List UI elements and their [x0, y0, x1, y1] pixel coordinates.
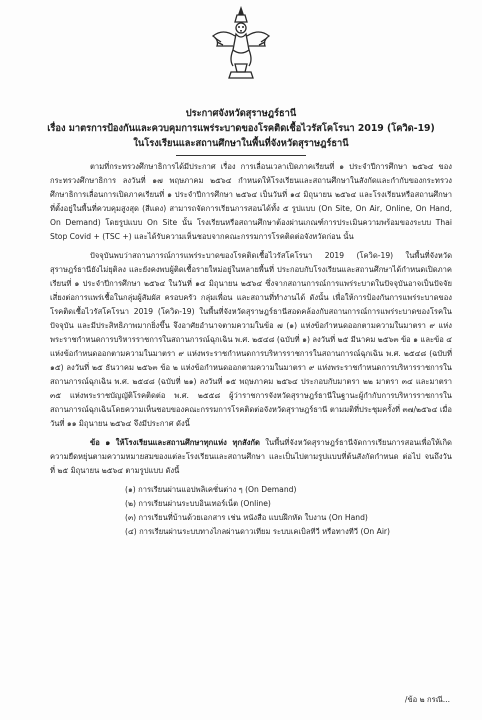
clause-1-text: ในพื้นที่จังหวัดสุราษฎร์ธานีจัดการเรียนการสอนเพื่อให้เกิดความยืดหยุ่นตามความหมายสมของแต่ละโรงเรียนและสถานศึกษา และเป็นไปตามรูปแบบที่ต้นสังกัดกำหนด ต่อไป จนถึงวันที่ ๒๕ มิถุนายน ๒๕๖๔ ตามรูปแบบ ดังนี้ — [50, 438, 452, 475]
continuation-note: /ข้อ ๒ กรณี... — [404, 695, 450, 704]
paragraph-clause-1 — [50, 436, 452, 478]
paragraph-background: ตามที่กระทรวงศึกษาธิการได้มีประกาศ เรื่อง การเลื่อนเวลาเปิดภาคเรียนที่ ๑ ประจำปีการศึกษา ๒๕๖๔ ของกระทรวงศึกษาธิการ ลงวันที่ ๑๗ พฤษภาคม ๒๕๖๔ กำหนดให้โรงเรียนและสถานศึกษาในสังกัดและกำกับของกระทรวงศึกษาธิการเลื่อนการเปิดภาคเรียนที่ ๑ ประจำปีการศึกษา ๒๕๖๔ เป็นวันที่ ๑๔ มิถุนายน ๒๕๖๔ และโรงเรียนหรือสถานศึกษาที่ตั้งอยู่ในพื้นที่ควบคุมสูงสุด (สีแดง) สามารถจัดการเรียนการสอนได้ทั้ง ๕ รูปแบบ (On Site, On Air, Online, On Hand, On Demand) โดยรูปแบบ On Site นั้น โรงเรียนหรือสถานศึกษาต้องผ่านเกณฑ์การประเมินความพร้อมของระบบ Thai Stop Covid + (TSC +) และได้รับความเห็นชอบจากคณะกรรมการโรคติดต่อจังหวัดก่อน นั้น — [50, 162, 452, 241]
announcement-body — [50, 160, 452, 539]
list-item: (๓) การเรียนที่บ้านด้วยเอกสาร เช่น หนังสือ แบบฝึกหัด ใบงาน (On Hand) — [125, 513, 368, 522]
announcement-heading — [40, 106, 442, 151]
list-item: (๔) การเรียนผ่านระบบทางไกลผ่านดาวเทียม ระบบเคเบิลทีวี หรือทางทีวี (On Air) — [125, 527, 391, 536]
announcement-subject-line-1: เรื่อง มาตรการป้องกันและควบคุมการแพร่ระบาดของโรคติดเชื้อไวรัสโคโรนา 2019 (โควิด-19) — [47, 123, 435, 134]
clause-1-heading: ข้อ ๑ ให้โรงเรียนและสถานศึกษาทุกแห่ง ทุกสังกัด — [90, 438, 260, 447]
list-item: (๑) การเรียนผ่านแอปพลิเคชั่นต่าง ๆ (On Demand) — [125, 485, 297, 494]
paragraph-current-situation: ปัจจุบันพบว่าสถานการณ์การแพร่ระบาดของโรคติดเชื้อไวรัสโคโรนา 2019 (โควิด-19) ในพื้นที่จังหวัดสุราษฎร์ธานียังไม่ยุติลง และยังคงพบผู้ติดเชื้อรายใหม่อยู่ในหลายพื้นที่ ประกอบกับโรงเรียนและสถานศึกษาได้กำหนดเปิดภาคเรียนที่ ๑ ประจำปีการศึกษา ๒๕๖๔ ในวันที่ ๑๔ มิถุนายน ๒๕๖๔ ซึ่งจากสถานการณ์การแพร่ระบาดในปัจจุบันอาจเป็นปัจจัยเสี่ยงต่อการแพร่เชื้อในกลุ่มผู้สัมผัส ครอบครัว กลุ่มเพื่อน และสถานที่ทำงานได้ ดังนั้น เพื่อให้การป้องกันการแพร่ระบาดของโรคติดเชื้อไวรัสโคโรนา 2019 (โควิด-19) ในพื้นที่จังหวัดสุราษฎร์ธานีสอดคล้องกับสถานการณ์การแพร่ระบาดของโรคในปัจจุบัน และมีประสิทธิภาพมากยิ่งขึ้น จึงอาศัยอำนาจตามความในข้อ ๗ (๑) แห่งข้อกำหนดออกตามความในมาตรา ๙ แห่งพระราชกำหนดการบริหารราชการในสถานการณ์ฉุกเฉิน พ.ศ. ๒๕๔๘ (ฉบับที่ ๑) ลงวันที่ ๒๕ มีนาคม ๒๕๖๓ ข้อ ๑ และข้อ ๔ แห่งข้อกำหนดออกตามความในมาตรา ๙ แห่งพระราชกำหนดการบริหารราชการในสถานการณ์ฉุกเฉิน พ.ศ. ๒๕๔๘ (ฉบับที่ ๑๕) ลงวันที่ ๒๕ ธันวาคม ๒๕๖๓ ข้อ ๒ แห่งข้อกำหนดออกตามความในมาตรา ๙ แห่งพระราชกำหนดการบริหารราชการในสถานการณ์ฉุกเฉิน พ.ศ. ๒๕๔๘ (ฉบับที่ ๒๑) ลงวันที่ ๑๕ พฤษภาคม ๒๕๖๔ ประกอบกับมาตรา ๒๒ มาตรา ๓๔ และมาตรา ๓๕ แห่งพระราชบัญญัติโรคติดต่อ พ.ศ. ๒๕๕๘ ผู้ว่าราชการจังหวัดสุราษฎร์ธานีในฐานะผู้กำกับการบริหารราชการในสถานการณ์ฉุกเฉินโดยความเห็นชอบของคณะกรรมการโรคติดต่อจังหวัดสุราษฎร์ธานี ตามมติที่ประชุมครั้งที่ ๓๗/๒๕๖๔ เมื่อวันที่ ๑๑ มิถุนายน ๒๕๖๔ จึงมีประกาศ ดังนี้ — [50, 251, 452, 428]
heading-divider — [176, 155, 306, 156]
announcement-title: ประกาศจังหวัดสุราษฎร์ธานี — [185, 108, 297, 119]
announcement-subject-line-2: ในโรงเรียนและสถานศึกษาในพื้นที่จังหวัดสุราษฎร์ธานี — [133, 138, 349, 149]
list-item: (๒) การเรียนผ่านระบบอินเทอร์เน็ต (Online) — [125, 499, 271, 508]
garuda-emblem-icon — [209, 6, 273, 80]
learning-format-list — [50, 483, 452, 539]
